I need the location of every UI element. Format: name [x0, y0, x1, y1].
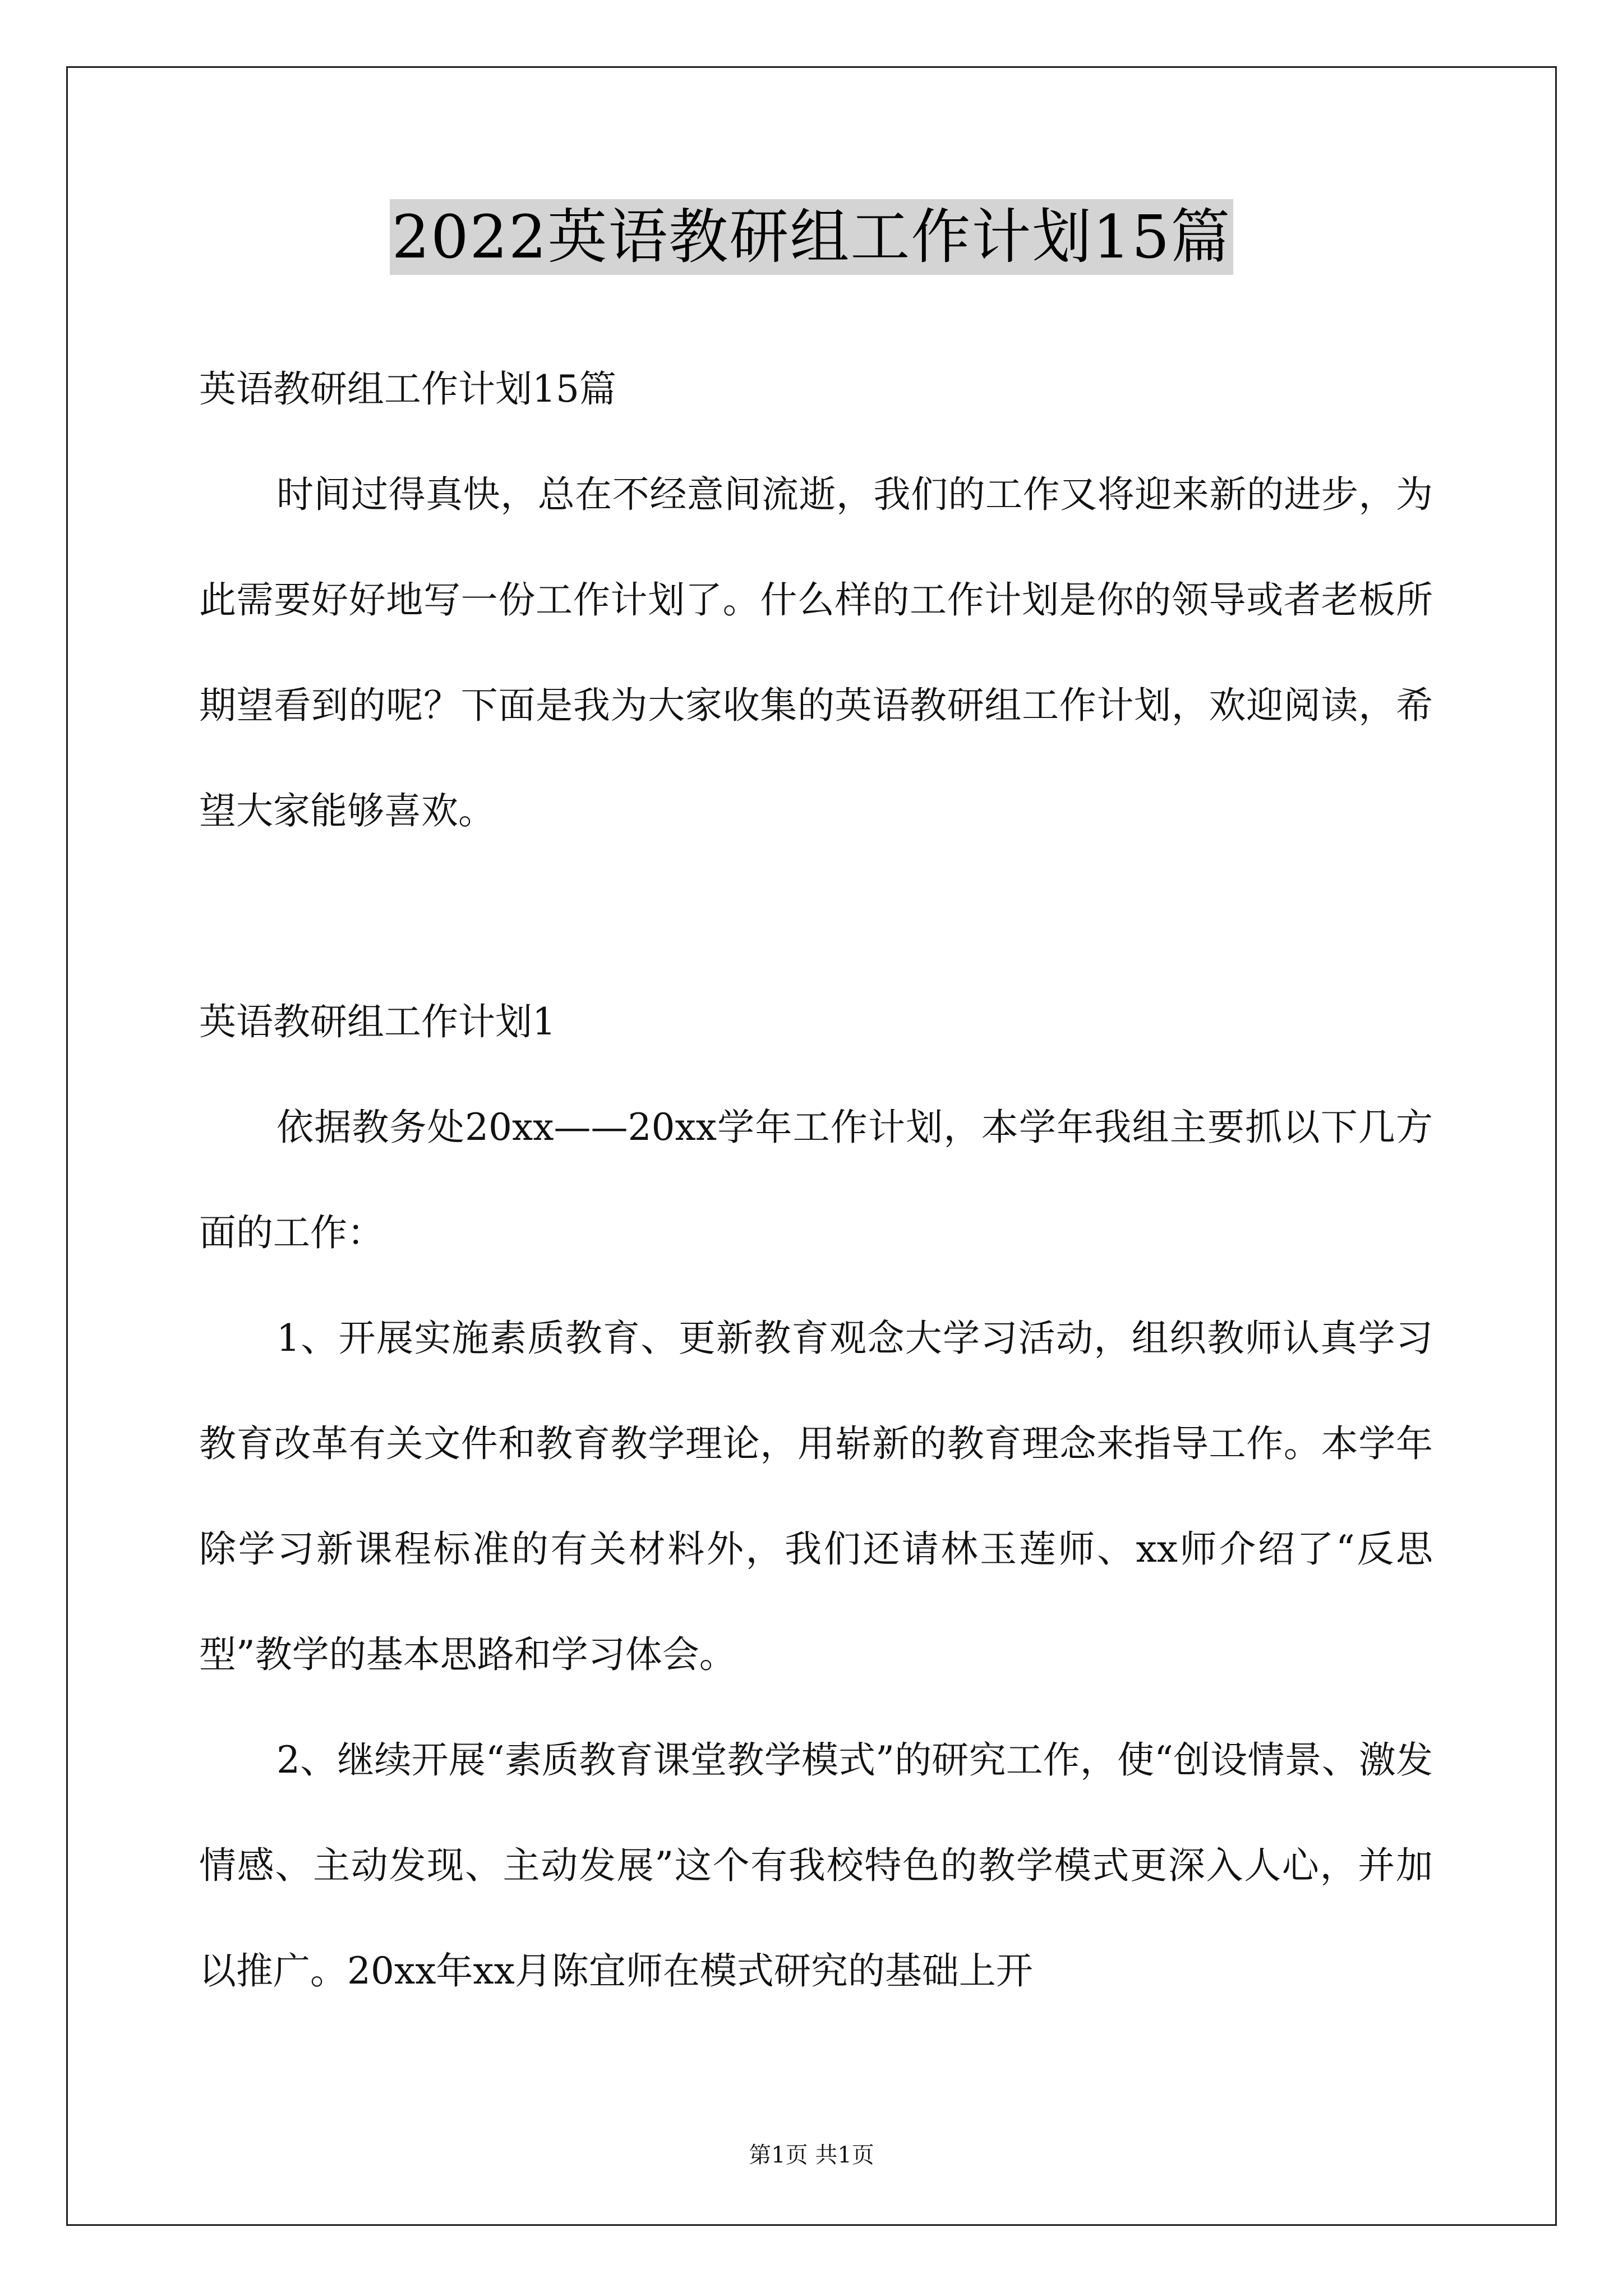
title-container: [0, 199, 1623, 275]
body-paragraph: 1、开展实施素质教育、更新教育观念大学习活动，组织教师认真学习教育改革有关文件和教育教学理论，用崭新的教育理念来指导工作。本学年除学习新课程标准的有关材料外，我们还请林玉莲师、xx师介绍了“反思型”教学的基本思路和学习体会。: [199, 1317, 1433, 1676]
document-title: 2022英语教研组工作计划15篇: [390, 199, 1234, 275]
section-heading: 英语教研组工作计划1: [199, 1000, 556, 1043]
intro-paragraph: 时间过得真快，总在不经意间流逝，我们的工作又将迎来新的进步，为此需要好好地写一份工作计划了。什么样的工作计划是你的领导或者老板所期望看到的呢？下面是我为大家收集的英语教研组工作计划，欢迎阅读，希望大家能够喜欢。: [199, 473, 1433, 832]
page-footer: 第1页 共1页: [749, 2142, 874, 2168]
body-paragraph: 依据教务处20xx——20xx学年工作计划，本学年我组主要抓以下几方面的工作：: [199, 1106, 1433, 1254]
document-body: [199, 337, 1433, 2024]
section-gap: [199, 864, 1433, 969]
document-subtitle: 英语教研组工作计划15篇: [199, 367, 616, 411]
body-paragraph: 2、继续开展“素质教育课堂教学模式”的研究工作，使“创设情景、激发情感、主动发现、主动发展”这个有我校特色的教学模式更深入人心，并加以推广。20xx年xx月陈宜师在模式研究的基础上开: [199, 1738, 1433, 1993]
